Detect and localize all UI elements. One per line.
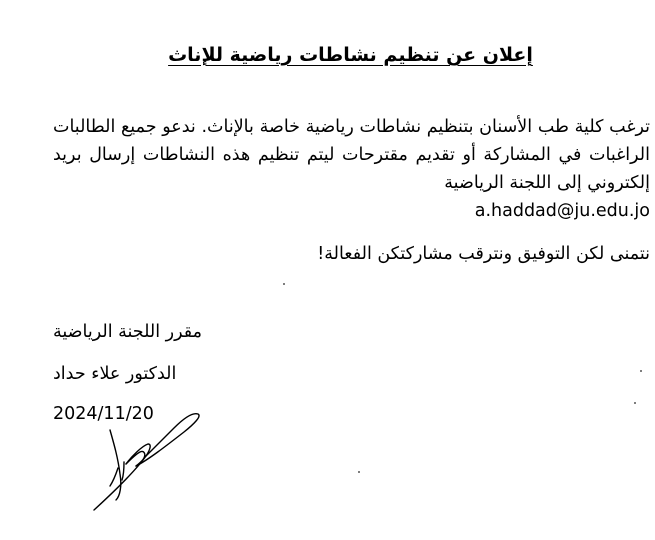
scan-speck xyxy=(640,370,642,372)
announcement-title: إعلان عن تنظيم نشاطات رياضية للإناث xyxy=(168,44,533,66)
scan-speck xyxy=(283,283,285,285)
scan-speck xyxy=(634,402,636,404)
announcement-body xyxy=(53,113,650,225)
body-paragraph: ترغب كلية طب الأسنان بتنظيم نشاطات رياضية خاصة بالإناث. ندعو جميع الطالبات الراغبات في المشاركة أو تقديم مقترحات ليتم تنظيم هذه النشاطات إرسال بريد إلكتروني إلى اللجنة الرياضية xyxy=(53,117,650,193)
scan-speck xyxy=(358,471,360,473)
document-date: 2024/11/20 xyxy=(53,404,154,424)
closing-line: نتمنى لكن التوفيق ونترقب مشاركتكن الفعالة! xyxy=(317,244,650,264)
handwritten-signature xyxy=(88,404,208,516)
signer-role: مقرر اللجنة الرياضية xyxy=(53,322,202,342)
contact-email: a.haddad@ju.edu.jo xyxy=(474,201,650,221)
signer-name: الدكتور علاء حداد xyxy=(53,364,177,384)
